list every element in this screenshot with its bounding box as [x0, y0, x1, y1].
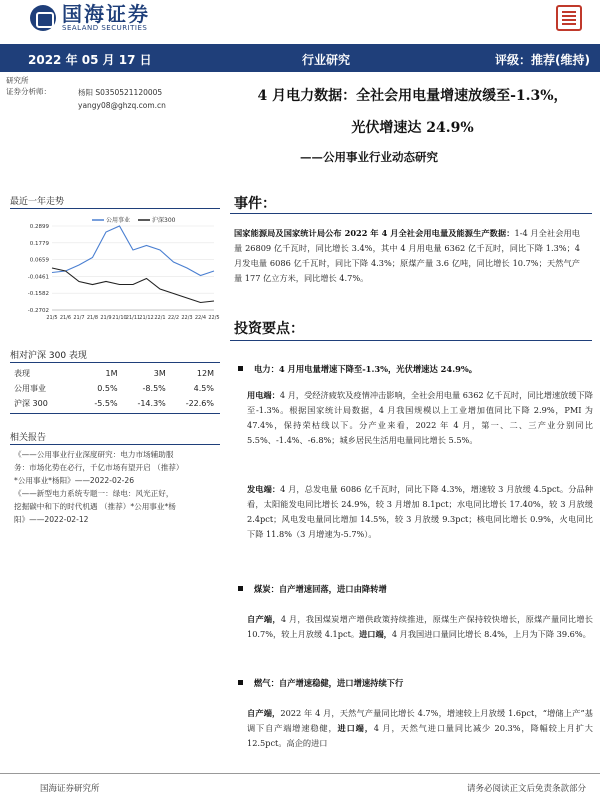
report-subtitle: ——公用事业行业动态研究 [300, 150, 438, 164]
y-tick-label: -0.0461 [27, 274, 49, 281]
event-heading: 事件： [234, 196, 276, 212]
bullet-gas: 燃气：自产增速稳健，进口增速持续下行 [238, 677, 403, 689]
y-tick-label: 0.1779 [29, 240, 49, 247]
x-tick-label: 21/7 [73, 315, 85, 321]
report-title-line2: 光伏增速达 24.9% [351, 120, 474, 136]
logo-mark-icon [30, 5, 56, 31]
trend-rule [10, 208, 220, 209]
x-tick-label: 21/11 [125, 315, 141, 321]
analyst-label: 证券分析师： [6, 87, 51, 96]
table-cell: 沪深 300 [14, 399, 48, 408]
table-header-cell: 表现 [14, 369, 30, 378]
perf-rule [10, 362, 220, 363]
y-tick-label: 0.0659 [29, 257, 49, 264]
x-tick-label: 22/5 [208, 315, 220, 321]
legend-label-hs300: 沪深300 [152, 217, 176, 224]
x-tick-label: 21/9 [100, 315, 112, 321]
y-tick-label: -0.1582 [27, 291, 49, 298]
power-demand-paragraph: 用电端：4 月，受经济疲软及疫情冲击影响，全社会用电量 6362 亿千瓦时，同比增速放缓下降至-1.3%。根据国家统计局数据，4 月我国规模以上工业增加值同比下降 2.9%，PMI 为 47.4%，保持荣枯线以下。分产业来看，2022 年 4 月，第一、二、三产业分别同比 5.5%、-1.4%、-6.8%；城乡居民生活用电量同比增长 5.5%。 [247, 390, 593, 445]
report-category: 行业研究 [302, 53, 351, 67]
x-tick-label: 21/8 [86, 315, 99, 321]
event-lead: 国家能源局及国家统计局公布 2022 年 4 月全社会用电量及能源生产数据： [234, 228, 515, 238]
table-header-cell: 3M [153, 369, 166, 378]
institute-label: 研究所 [6, 76, 29, 85]
table-cell: 4.5% [193, 384, 214, 393]
logo-name-cn: 国海证券 [62, 2, 150, 26]
company-logo [30, 4, 150, 32]
x-tick-label: 21/5 [46, 315, 58, 321]
related-report-line[interactable]: 《——新型电力系统专题一：绿电：风光正好， [14, 489, 174, 498]
seal-stamp-icon [556, 5, 582, 31]
related-report-line[interactable]: 务：市场化势在必行，千亿市场有望开启 （推荐） [14, 463, 184, 472]
gas-paragraph: 自产端，2022 年 4 月，天然气产量同比增长 4.7%，增速较上月放缓 1.6pct，“增储上产”基调下自产端增速稳健，进口端，4 月，天然气进口量同比减少 20.3%，降幅较上月扩大 12.5pct。高企的进口 [247, 708, 593, 748]
y-tick-label: -0.2702 [27, 308, 49, 314]
report-date: 2022 年 05 月 17 日 [28, 53, 152, 67]
footer-rule [0, 773, 600, 774]
series-line-hs300 [52, 268, 214, 303]
related-reports-list [14, 448, 219, 526]
footer-left: 国海证券研究所 [40, 784, 100, 794]
performance-table [14, 366, 214, 411]
perf-bottom-rule [10, 413, 220, 414]
x-tick-label: 21/6 [59, 315, 72, 321]
x-tick-label: 21/12 [139, 315, 154, 321]
table-cell: -14.3% [137, 399, 166, 408]
table-row [14, 381, 214, 396]
table-header-cell: 1M [105, 369, 118, 378]
bullet-coal: 煤炭：自产增速回落，进口由降转增 [238, 583, 387, 595]
x-tick-label: 21/10 [112, 315, 127, 321]
chart-legend [92, 216, 176, 224]
report-title-line1: 4 月电力数据：全社会用电量增速放缓至-1.3%， [257, 88, 568, 104]
y-tick-label: 0.2899 [29, 224, 49, 230]
x-tick-label: 22/4 [194, 315, 207, 321]
bullet-power: 电力：4 月用电量增速下降至-1.3%，光伏增速达 24.9%。 [238, 363, 477, 375]
related-rule [10, 444, 220, 445]
coal-paragraph: 自产端，4 月，我国煤炭增产增供政策持续推进，原煤生产保持较快增长，原煤产量同比增长 10.7%，较上月放缓 4.1pct。进口端，4 月我国进口量同比增长 8.4%，上月为下降 39.6%。 [247, 614, 593, 639]
related-report-line[interactable]: 挖掘碳中和下的时代机遇 （推荐）*公用事业*杨 [14, 502, 176, 511]
table-cell: -8.5% [142, 384, 166, 393]
legend-label-utilities: 公用事业 [106, 217, 131, 224]
x-tick-label: 22/2 [167, 315, 180, 321]
table-cell: -22.6% [185, 399, 214, 408]
event-rule [230, 213, 592, 214]
x-tick-label: 22/3 [181, 315, 193, 321]
table-cell: 公用事业 [14, 384, 46, 393]
event-paragraph [234, 226, 580, 286]
related-report-line[interactable]: *公用事业*杨阳》——2022-02-26 [14, 476, 135, 485]
table-header-row [14, 366, 214, 381]
analyst-email[interactable]: yangy08@ghzq.com.cn [78, 101, 166, 110]
related-section-title: 相关报告 [10, 433, 47, 443]
related-report-line[interactable]: 阳》——2022-02-12 [14, 515, 89, 524]
table-row [14, 396, 214, 411]
trend-chart [14, 212, 224, 332]
footer-disclaimer: 请务必阅读正文后免责条款部分 [466, 784, 586, 794]
related-report-line[interactable]: 《——公用事业行业深度研究：电力市场辅助服 [14, 450, 174, 459]
power-supply-paragraph: 发电端：4 月，总发电量 6086 亿千瓦时，同比下降 4.3%，增速较 3 月放缓 4.5pct。分品种看，太阳能发电同比增长 24.9%，较 3 月增加 8.1pct；水电同比增长 17.40%，较 3 月放缓 2.4pct；风电发电量同比增加 14.5%，较 3 月放缓 9.3pct；核电同比增长 0.9%，火电同比下降 11.8%（3 月增速为-5.7%）。 [247, 484, 593, 539]
header-bar [0, 44, 600, 72]
analyst-name: 杨阳 S0350521120005 [78, 88, 163, 97]
table-cell: 0.5% [97, 384, 118, 393]
event-body: 1-4 月全社会用电量 26809 亿千瓦时，同比增长 3.4%，其中 4 月用电量 6362 亿千瓦时，同比下降 1.3%；4 月发电量 6086 亿千瓦时，同比下降 4.3%；原煤产量 3.6 亿吨，同比增长 10.7%；天然气产量 177 亿立方米，同比增长 4.7%。 [234, 228, 580, 283]
invest-heading: 投资要点： [234, 321, 304, 337]
trend-section-title: 最近一年走势 [10, 197, 65, 207]
table-cell: -5.5% [94, 399, 118, 408]
perf-section-title: 相对沪深 300 表现 [10, 351, 87, 361]
logo-name-en: SEALAND SECURITIES [62, 24, 148, 32]
report-rating: 评级：推荐(维持) [495, 53, 590, 67]
invest-rule [230, 340, 592, 341]
series-line-utilities [52, 226, 214, 276]
table-header-cell: 12M [196, 369, 214, 378]
x-tick-label: 22/1 [154, 315, 166, 321]
